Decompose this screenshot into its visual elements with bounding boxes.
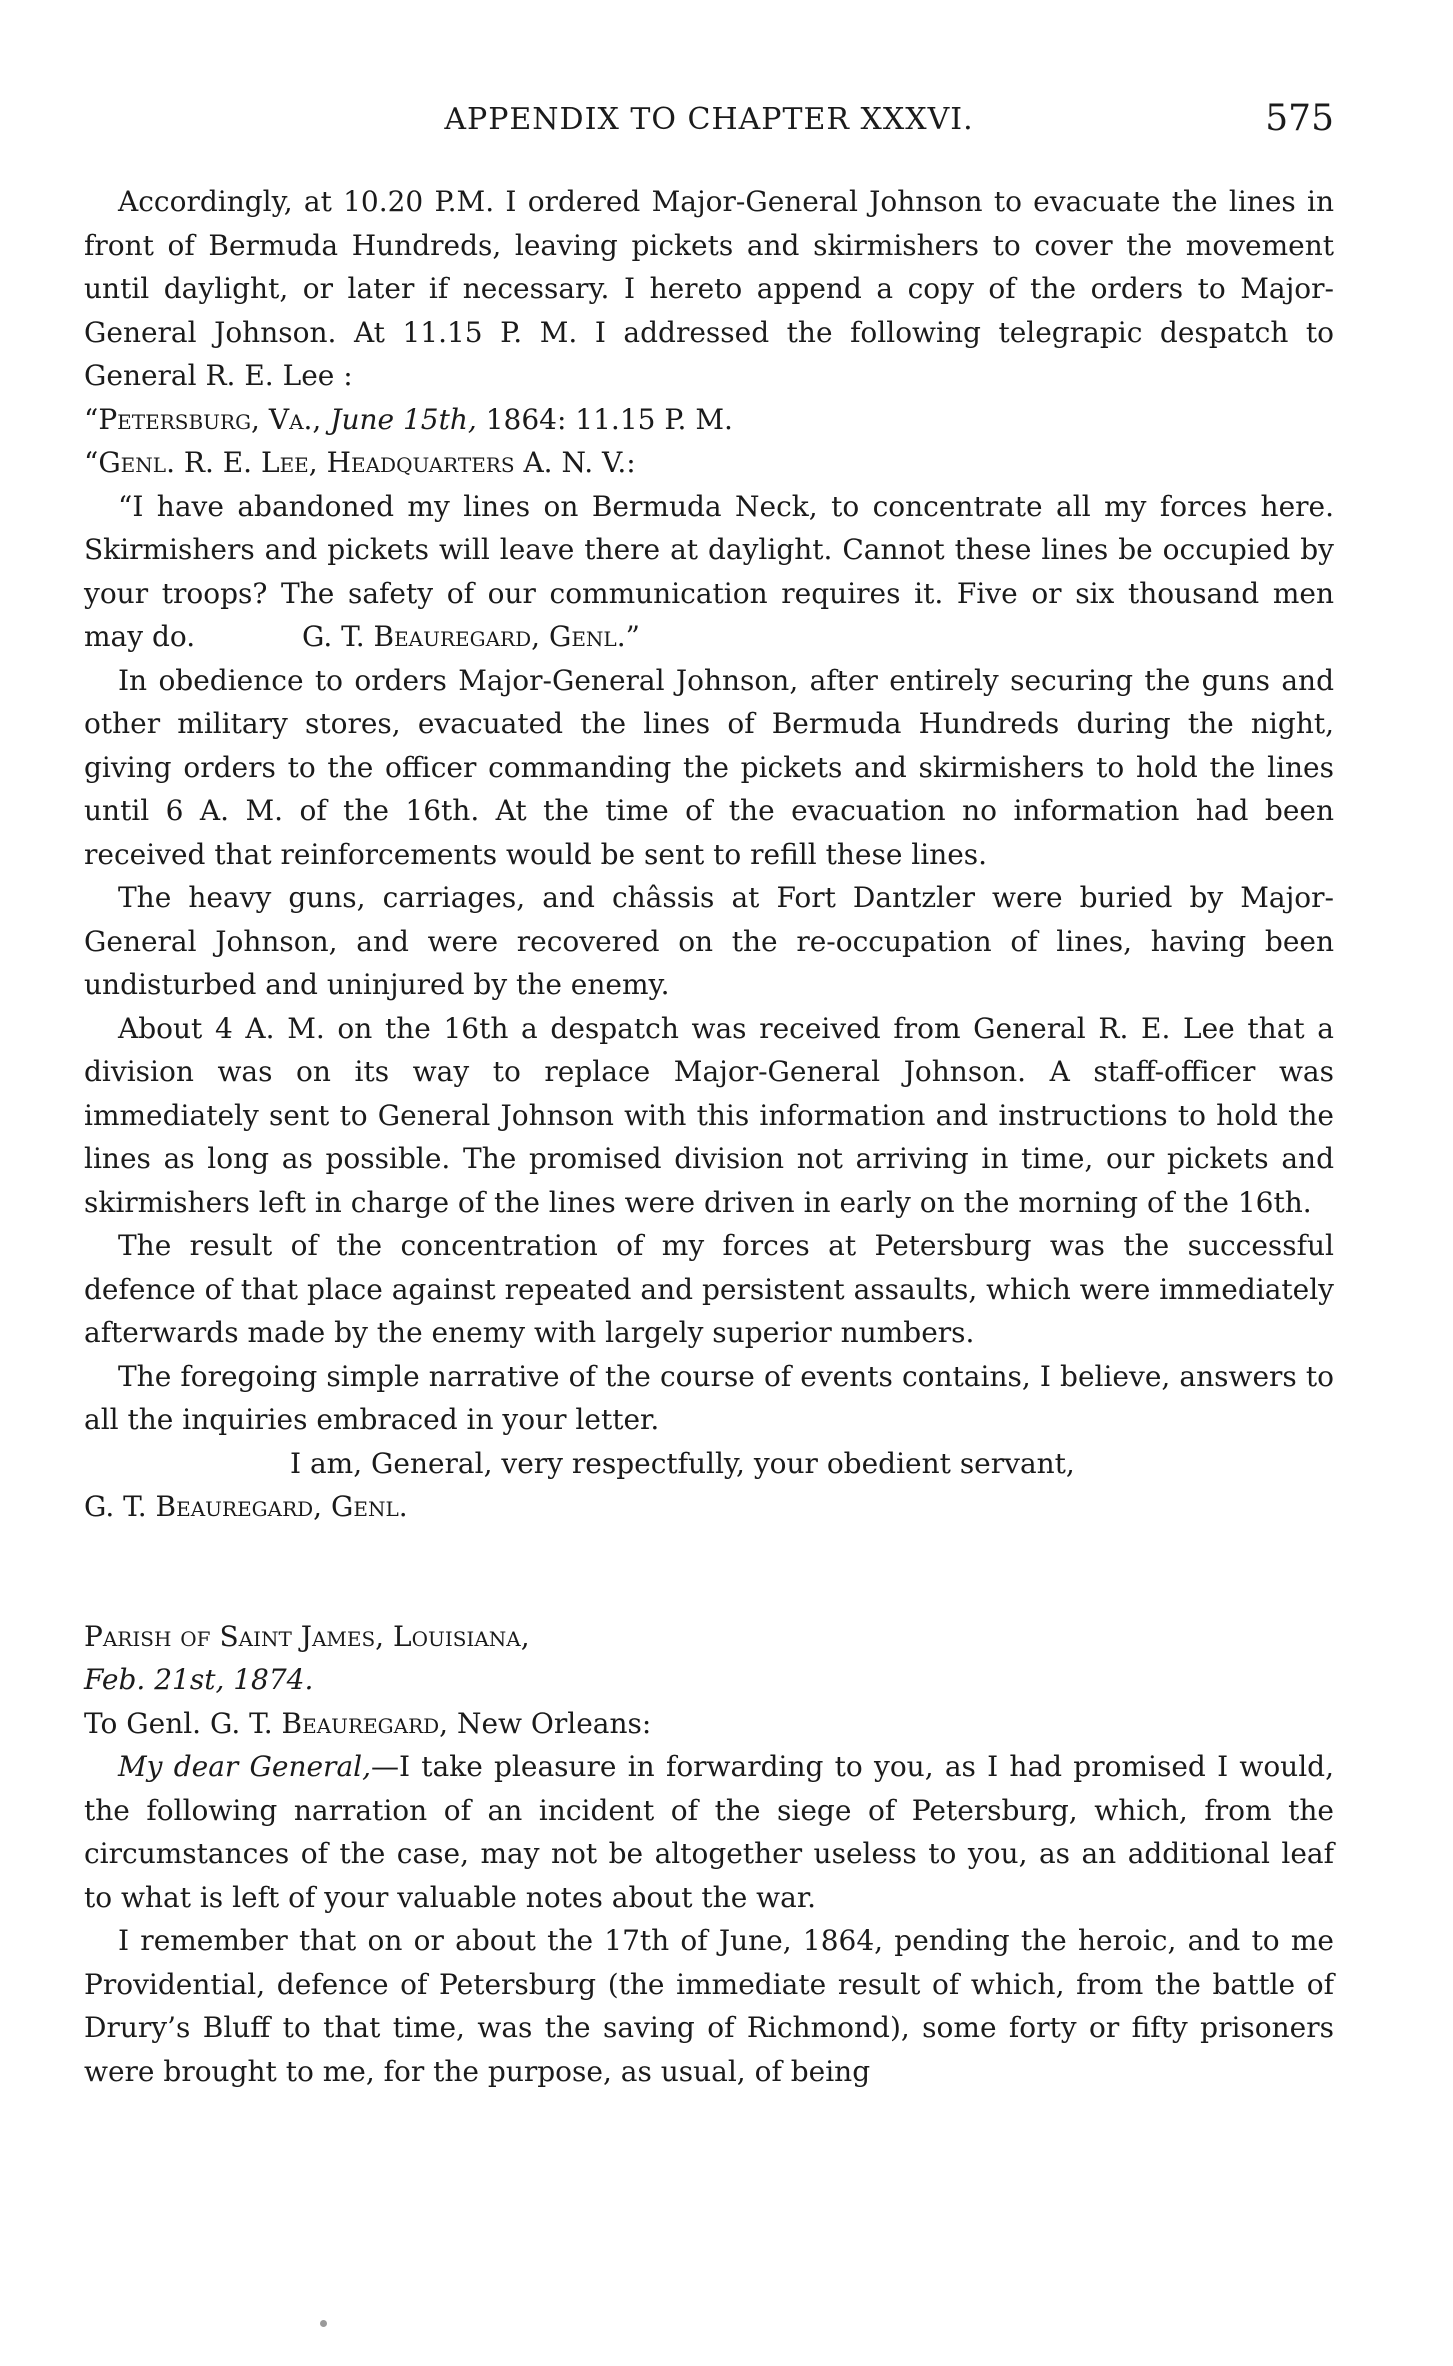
paragraph-4: About 4 A. M. on the 16th a despatch was received from General R. E. Lee that a division was on its way to replace Major-General Johnson. A staff-officer was immediately sent to General Johnson with this information and instructions to hold the lines as long as possible. The promised division not arriving in time, our pickets and skirmishers left in charge of the lines were driven in early on the morning of the 16th. [84, 1011, 1334, 1219]
section-gap [84, 1529, 1334, 1615]
paragraph-3: The heavy guns, carriages, and châssis at Fort Dantzler were buried by Major-General Johnson, and were recovered on the re-occupation of lines, having been undisturbed and uninjured by the enemy. [84, 881, 1334, 1001]
running-head: APPENDIX TO CHAPTER XXXVI. [444, 102, 974, 137]
recipient-place: New Orleans: [456, 1706, 652, 1740]
telegram-time: 1864: 11.15 P. M. [485, 402, 733, 436]
page-number: 575 [1265, 98, 1334, 139]
paragraph-1: Accordingly, at 10.20 P.M. I ordered Major-General Johnson to evacuate the lines in front of Bermuda Hundreds, leaving pickets and skirmishers to cover the movement until daylight, or later if necessary. I hereto append a copy of the orders to Major-General Johnson. At 11.15 P. M. I addressed the following telegrapic despatch to General R. E. Lee : [84, 185, 1334, 392]
page-header [84, 98, 1334, 148]
salutation: My dear General, [118, 1750, 371, 1783]
telegram-text: “I have abandoned my lines on Bermuda Neck, to concentrate all my forces here. Skirmishers and pickets will leave there at daylight. Cannot these lines be occupied by your troops? The safety of our communication requires it. Five or six thousand men may do. [84, 489, 1334, 653]
paragraph-8: I remember that on or about the 17th of June, 1864, pending the heroic, and to me Providential, defence of Petersburg (the immediate result of which, from the battle of Drury’s Bluff to that time, was the saving of Richmond), some forty or fifty prisoners were brought to me, for the purpose, as usual, of being [84, 1924, 1334, 2088]
telegram-signature: G. T. Beauregard, Genl.” [301, 620, 640, 653]
closing-line: I am, General, very respectfully, your obedient servant, [290, 1446, 1075, 1480]
paragraph-7 [84, 1745, 1334, 1919]
telegram-dateline [84, 398, 1334, 442]
ink-speck [320, 2320, 327, 2327]
telegram-body [84, 485, 1334, 659]
letter-address-line-1: Parish of Saint James, Louisiana, [84, 1619, 530, 1653]
paragraph-6: The foregoing simple narrative of the course of events contains, I believe, answers to all the inquiries embraced in your letter. [84, 1359, 1334, 1436]
signature: G. T. Beauregard, Genl. [84, 1490, 408, 1523]
paragraph-7-text: —I take pleasure in forwarding to you, as I had promised I would, the following narration of an incident of the siege of Petersburg, which, from the circumstances of the case, may not be altogether useless to you, as an additional leaf to what is left of your valuable notes about the war. [84, 1750, 1334, 1914]
telegram-place: “Petersburg, Va., [84, 402, 322, 436]
page-body [84, 180, 1334, 2093]
recipient-name: Beauregard, [281, 1706, 449, 1740]
telegram-date: June 15th, [330, 402, 477, 436]
telegram-address: “Genl. R. E. Lee, Headquarters A. N. V.: [84, 446, 636, 479]
letter-address-line-2: Feb. 21st, 1874. [84, 1663, 314, 1696]
paragraph-2: In obedience to orders Major-General Johnson, after entirely securing the guns and other military stores, evacuated the lines of Bermuda Hundreds during the night, giving orders to the officer commanding the pickets and skirmishers to hold the lines until 6 A. M. of the 16th. At the time of the evacuation no information had been received that reinforcements would be sent to refill these lines. [84, 663, 1334, 871]
paragraph-5: The result of the concentration of my forces at Petersburg was the successful defence of that place against repeated and persistent assaults, which were immediately afterwards made by the enemy with largely superior numbers. [84, 1229, 1334, 1349]
letter-recipient [84, 1702, 1334, 1746]
recipient-prefix: To Genl. G. T. [84, 1706, 273, 1740]
